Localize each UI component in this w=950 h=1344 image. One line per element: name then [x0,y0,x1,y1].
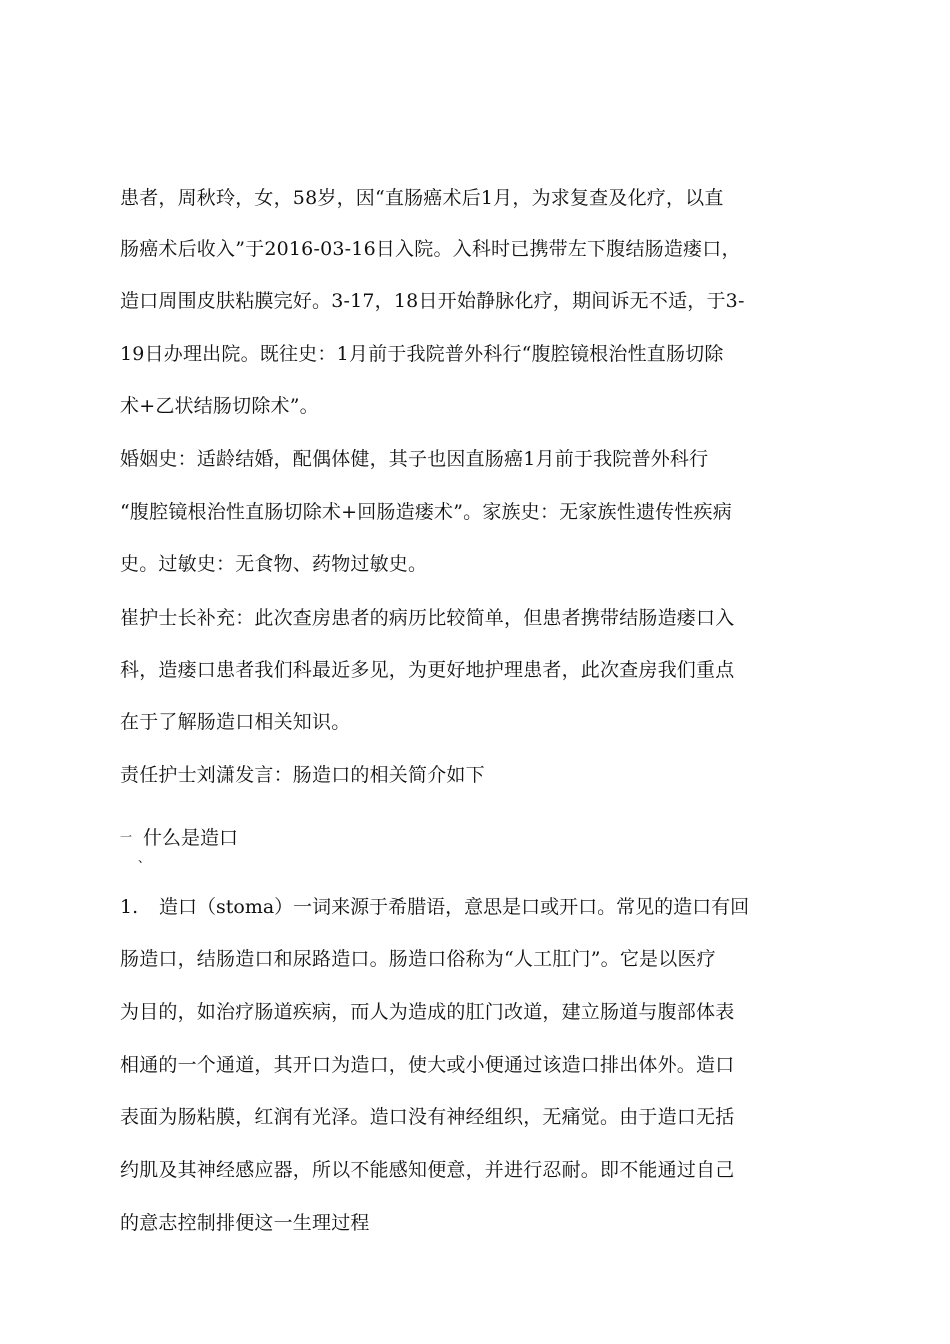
patient-paragraph-line: 患者，周秋玲，女，58岁，因“直肠癌术后1月，为求复查及化疗，以直 [120,187,724,209]
item-line: 表面为肠粘膜，红润有光泽。造口没有神经组织，无痛觉。由于造口无括 [120,1106,735,1128]
patient-paragraph-line: 术+乙状结肠切除术”。 [120,395,319,417]
item-line: 约肌及其神经感应器，所以不能感知便意，并进行忍耐。即不能通过自己 [120,1159,735,1181]
history-paragraph-line: 婚姻史：适龄结婚，配偶体健，其子也因直肠癌1月前于我院普外科行 [120,448,709,470]
history-paragraph-line: 史。过敏史：无食物、药物过敏史。 [120,553,428,575]
item-number: 1. [120,896,139,918]
patient-paragraph-line: 19日办理出院。既往史：1月前于我院普外科行“腹腔镜根治性直肠切除 [120,343,724,365]
head-nurse-paragraph-line: 在于了解肠造口相关知识。 [120,711,351,733]
item-first-line: 造口（stoma）一词来源于希腊语，意思是口或开口。常见的造口有回 [159,896,750,918]
section-marker-bottom: 、 [138,851,151,865]
head-nurse-paragraph-line: 科，造瘘口患者我们科最近多见，为更好地护理患者，此次查房我们重点 [120,659,735,681]
head-nurse-paragraph-line: 崔护士长补充：此次查房患者的病历比较简单，但患者携带结肠造瘘口入 [120,607,735,629]
nurse-paragraph: 责任护士刘潇发言：肠造口的相关简介如下 [120,764,485,786]
patient-paragraph-line: 造口周围皮肤粘膜完好。3-17，18日开始静脉化疗，期间诉无不适，于3- [120,290,745,312]
item-line: 的意志控制排便这一生理过程 [120,1212,370,1234]
section-marker-top: 一 [120,830,133,844]
history-paragraph-line: “腹腔镜根治性直肠切除术+回肠造瘘术”。家族史：无家族性遗传性疾病 [120,501,732,523]
item-line: 为目的，如治疗肠道疾病，而人为造成的肛门改道，建立肠道与腹部体表 [120,1001,735,1023]
patient-paragraph-line: 肠癌术后收入”于2016-03-16日入院。入科时已携带左下腹结肠造瘘口， [120,238,741,260]
section-title: 什么是造口 [143,827,239,849]
item-line: 肠造口，结肠造口和尿路造口。肠造口俗称为“人工肛门”。它是以医疗 [120,948,716,970]
item-line: 相通的一个通道，其开口为造口，使大或小便通过该造口排出体外。造口 [120,1054,735,1076]
